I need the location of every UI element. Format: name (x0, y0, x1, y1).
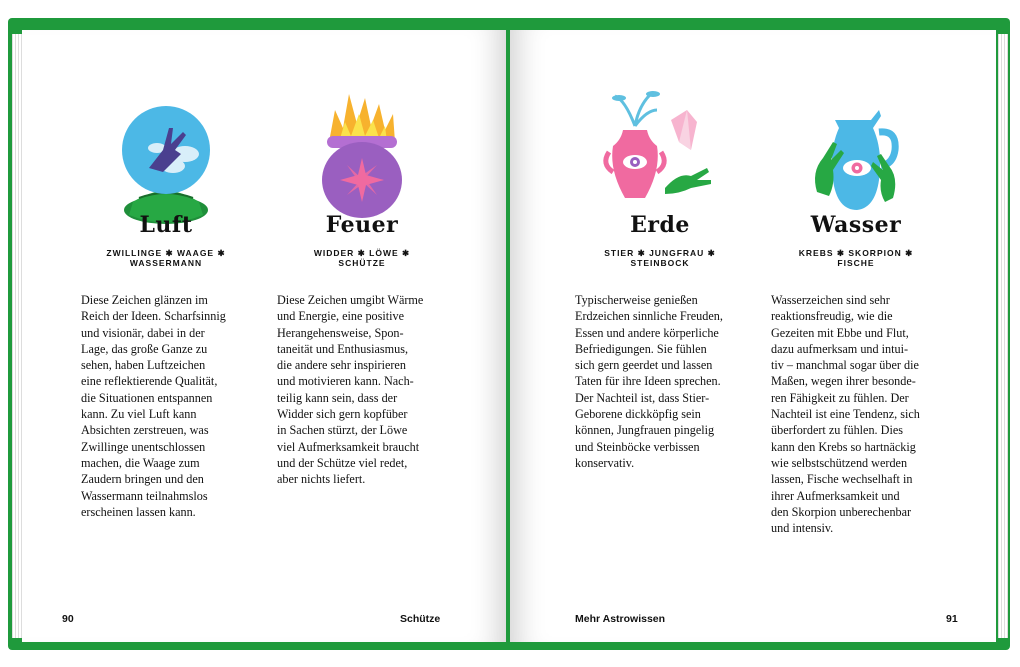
element-title: Wasser (810, 212, 902, 238)
element-title: Luft (139, 212, 193, 238)
vase-crystal-hands-icon (595, 80, 725, 230)
element-title: Erde (630, 212, 690, 238)
element-description: Diese Zeichen umgibt Wärme und Energie, eine positive Herangehensweise, Spon- taneität und Enthusiasmus, die andere sehr inspirieren und motivieren kann. Nach- teilig kann sein, dass der Widder sich gern kopfüber in Sachen stürzt, der Löwe viel Aufmerksamkeit braucht und der Schütze viel redet, aber nichts liefert. (277, 293, 424, 487)
running-head: Mehr Astrowissen (575, 613, 666, 625)
zodiac-signs: WIDDER ✱ LÖWE ✱ SCHÜTZE (313, 248, 411, 268)
element-description: Wasserzeichen sind sehr reaktionsfreudig, wie die Gezeiten mit Ebbe und Flut, dazu aufmerksam und intui- tiv – manchmal sogar über die Maßen, wegen ihrer besonde- ren Fähigkeit zu fühlen. Der Nachteil ist eine Tendenz, sich überfordert zu fühlen. Dies kann den Krebs so hartnäckig wie selbstschützend werden lassen, Fische wechselhaft in ihrer Aufmerksamkeit und den Skorpion unberechenbar und intensiv. (771, 293, 920, 536)
page-number: 90 (62, 613, 74, 625)
zodiac-signs: STIER ✱ JUNGFRAU ✱ STEINBOCK (604, 248, 716, 268)
flaming-cauldron-icon (307, 80, 417, 230)
zodiac-signs: ZWILLINGE ✱ WAAGE ✱ WASSERMANN (106, 248, 226, 268)
element-description: Typischerweise genießen Erdzeichen sinnliche Freuden, Essen und andere körperliche Befriedigungen. Sie fühlen sich gern geerdet und lassen Taten für ihre Ideen sprechen. Der Nachteil ist, dass Stier- Geborene dickköpfig sein können, Jungfrauen pingelig und Steinböcke verbissen konservativ. (575, 293, 723, 470)
crystal-ball-hand-icon (111, 80, 221, 230)
page-number: 91 (946, 613, 958, 625)
element-title: Feuer (325, 212, 399, 238)
right-page (510, 30, 996, 642)
page-edges-left (12, 34, 22, 638)
left-page (22, 30, 506, 642)
running-head: Schütze (400, 613, 441, 625)
page-edges-right (998, 34, 1008, 638)
jug-eye-hands-icon (801, 80, 911, 230)
element-description: Diese Zeichen glänzen im Reich der Ideen. Scharfsinnig und visionär, dabei in der Lage, das große Ganze zu sehen, haben Luftzeichen eine reflektierende Qualität, die Situationen entspannen kann. Zu viel Luft kann Absichten zerstreuen, was Zwillinge unentschlossen machen, die Waage zum Zaudern bringen und den Wassermann teilnahmslos erscheinen lassen kann. (81, 293, 226, 519)
zodiac-signs: KREBS ✱ SKORPION ✱ FISCHE (798, 248, 914, 268)
